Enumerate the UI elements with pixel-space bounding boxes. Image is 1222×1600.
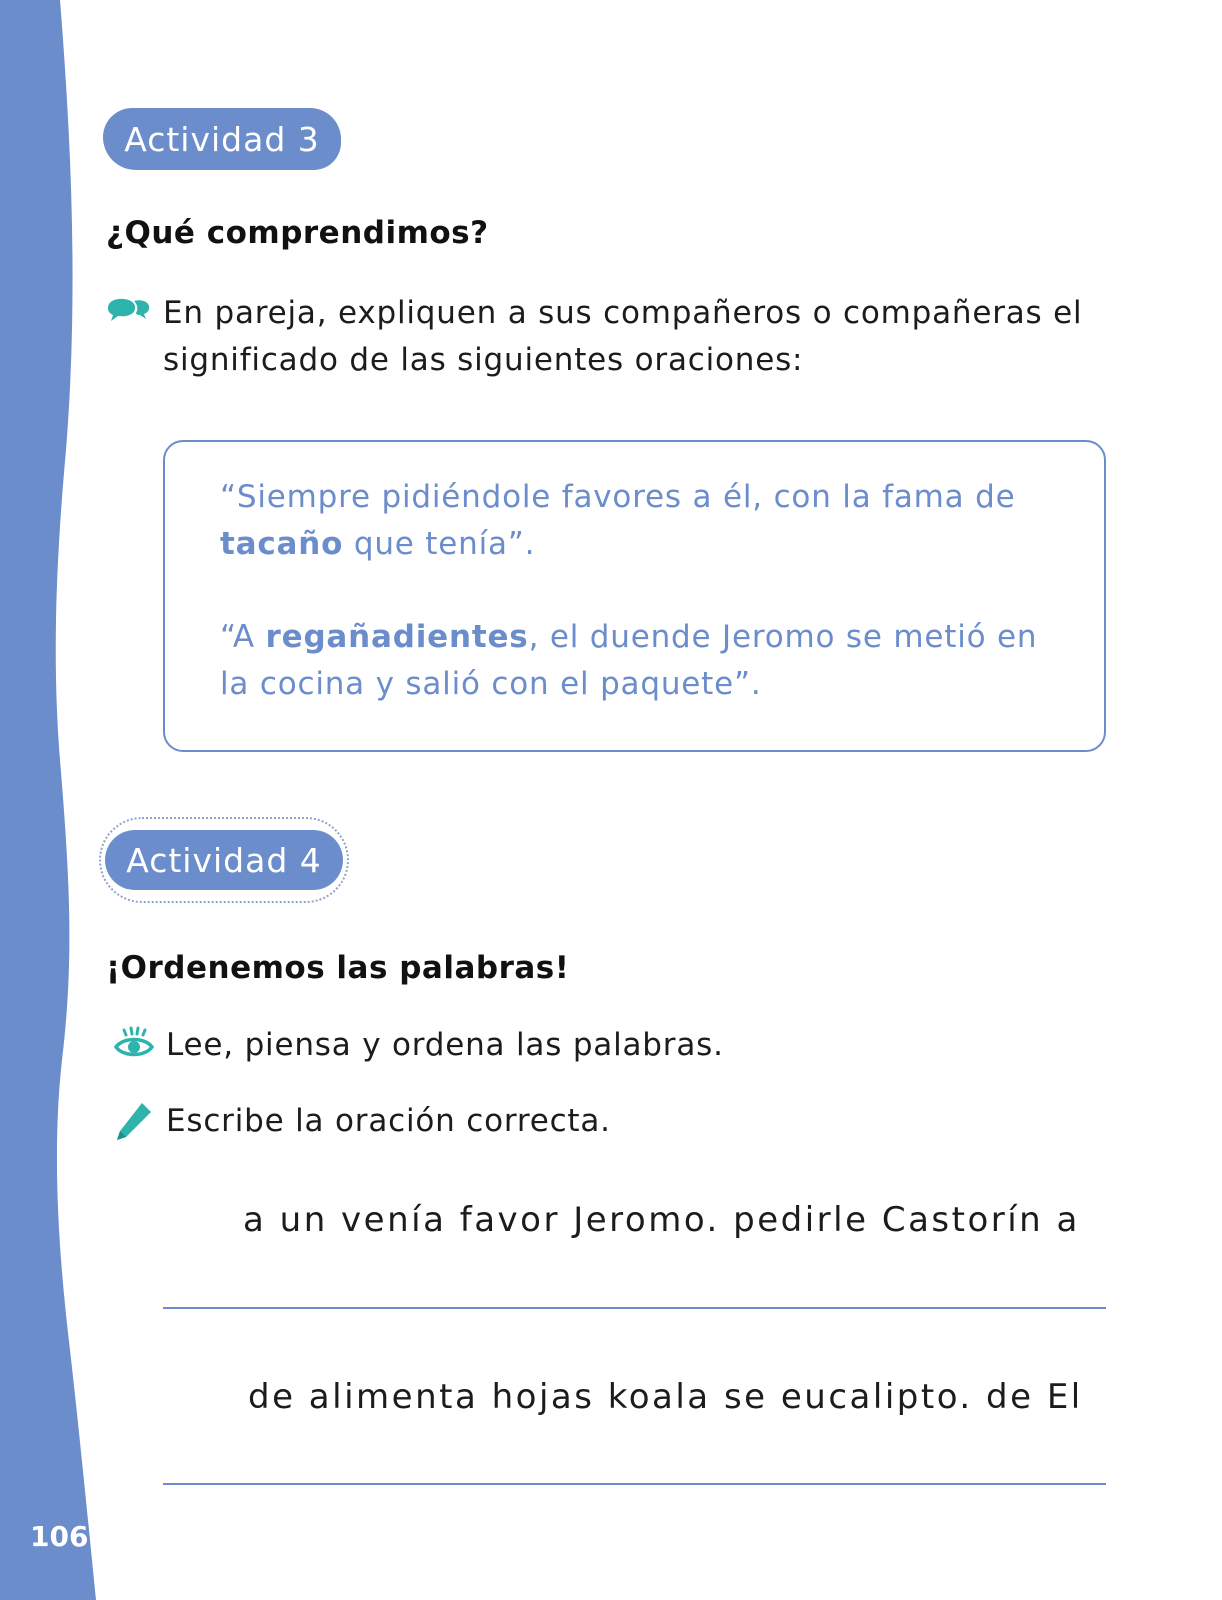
chat-bubbles-icon <box>104 296 152 326</box>
pencil-icon <box>114 1100 154 1142</box>
eye-icon <box>114 1026 154 1060</box>
activity-3-heading: ¿Qué comprendimos? <box>106 215 489 251</box>
quote-1-keyword: tacaño <box>220 526 344 562</box>
page-number: 106 <box>30 1520 89 1553</box>
scrambled-sentence-1: a un venía favor Jeromo. pedirle Castorín a <box>243 1200 1080 1240</box>
answer-line-2[interactable] <box>163 1483 1106 1485</box>
quote-1: “Siempre pidiéndole favores a él, con la fama de tacaño que tenía”. <box>220 479 1016 562</box>
scrambled-sentence-2: de alimenta hojas koala se eucalipto. de El <box>248 1377 1083 1417</box>
activity-3-badge: Actividad 3 <box>103 108 341 170</box>
activity-3-instruction: En pareja, expliquen a sus compañeros o compañeras el significado de las siguientes oraciones: <box>163 295 1083 378</box>
activity-4-step-read: Lee, piensa y ordena las palabras. <box>166 1027 724 1063</box>
activity-4-badge: Actividad 4 <box>105 830 343 890</box>
activity-4-heading: ¡Ordenemos las palabras! <box>106 950 570 986</box>
activity-4-step-write: Escribe la oración correcta. <box>166 1103 611 1139</box>
quotes-box <box>163 440 1106 752</box>
quote-2: “A regañadientes, el duende Jeromo se metió en la cocina y salió con el paquete”. <box>220 619 1038 702</box>
answer-line-1[interactable] <box>163 1307 1106 1309</box>
side-band <box>0 0 110 1600</box>
quote-2-keyword: regañadientes <box>265 619 529 655</box>
